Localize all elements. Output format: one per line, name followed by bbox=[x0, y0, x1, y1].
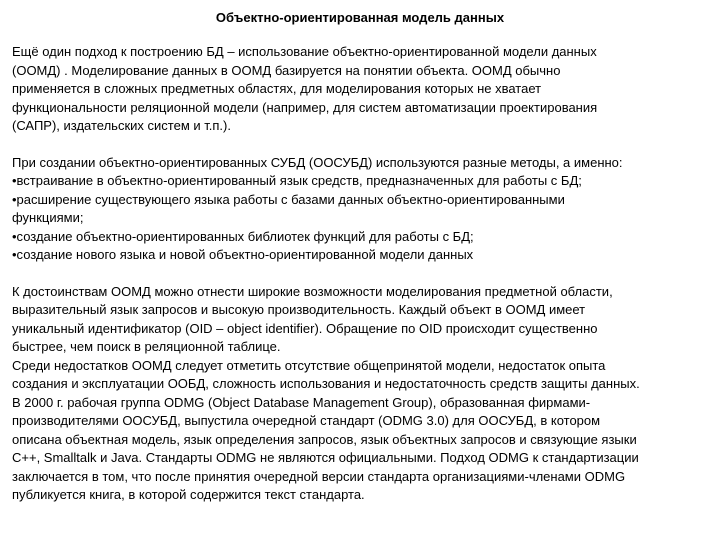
paragraph-advantages bbox=[12, 283, 708, 505]
paragraph-gap bbox=[12, 265, 708, 283]
text-line: публикуется книга, в которой содержится текст стандарта. bbox=[12, 487, 365, 502]
text-line: производителями ООСУБД, выпустила очередной стандарт (ODMG 3.0) для ООСУБД, в котором bbox=[12, 413, 601, 428]
text-line: (ООМД) . Моделирование данных в ООМД базируется на понятии объекта. ООМД обычно bbox=[12, 62, 561, 78]
paragraph-gap bbox=[12, 136, 708, 154]
list-item: •создание нового языка и новой объектно-ориентированной модели данных bbox=[12, 247, 474, 262]
list-item: •расширение существующего языка работы с базами данных объектно-ориентированными bbox=[12, 191, 565, 207]
text-line: Среди недостатков ООМД следует отметить отсутствие общепринятой модели, недостаток опыта bbox=[12, 357, 606, 373]
list-item-continuation: функциями; bbox=[12, 210, 84, 225]
text-line: создания и эксплуатации ООБД, сложность использования и недостаточность средств защиты данных. bbox=[12, 376, 640, 391]
text-line: уникальный идентификатор (OID – object identifier). Обращение по OID происходит существенно bbox=[12, 320, 598, 336]
list-item: •создание объектно-ориентированных библиотек функций для работы с БД; bbox=[12, 228, 474, 244]
paragraph-intro bbox=[12, 43, 708, 136]
text-line: описана объектная модель, язык определения запросов, язык объектных запросов и связующие языки bbox=[12, 431, 637, 447]
text-line: К достоинствам ООМД можно отнести широкие возможности моделирования предметной области, bbox=[12, 283, 613, 299]
list-item: •встраивание в объектно-ориентированный язык средств, предназначенных для работы с БД; bbox=[12, 173, 582, 188]
text-line: В 2000 г. рабочая группа ODMG (Object Database Management Group), образованная фирмами- bbox=[12, 394, 591, 410]
text-line: применяется в сложных предметных областях, для моделирования которых не хватает bbox=[12, 81, 542, 96]
text-line: Ещё один подход к построению БД – использование объектно-ориентированной модели данных bbox=[12, 44, 597, 59]
text-line: (САПР), издательских систем и т.п.). bbox=[12, 118, 231, 133]
paragraph-methods bbox=[12, 154, 708, 265]
text-line: функциональности реляционной модели (например, для систем автоматизации проектирования bbox=[12, 99, 598, 115]
text-line: C++, Smalltalk и Java. Стандарты ODMG не являются официальными. Подход ODMG к стандартизации bbox=[12, 450, 639, 465]
text-line: заключается в том, что после принятия очередной версии стандарта организациями-членами ODMG bbox=[12, 468, 626, 484]
text-line: При создании объектно-ориентированных СУБД (ООСУБД) используются разные методы, а именно: bbox=[12, 154, 623, 170]
text-line: быстрее, чем поиск в реляционной таблице. bbox=[12, 339, 281, 354]
text-line: выразительный язык запросов и высокую производительность. Каждый объект в ООМД имеет bbox=[12, 302, 586, 317]
page-title: Объектно-ориентированная модель данных bbox=[215, 10, 505, 25]
